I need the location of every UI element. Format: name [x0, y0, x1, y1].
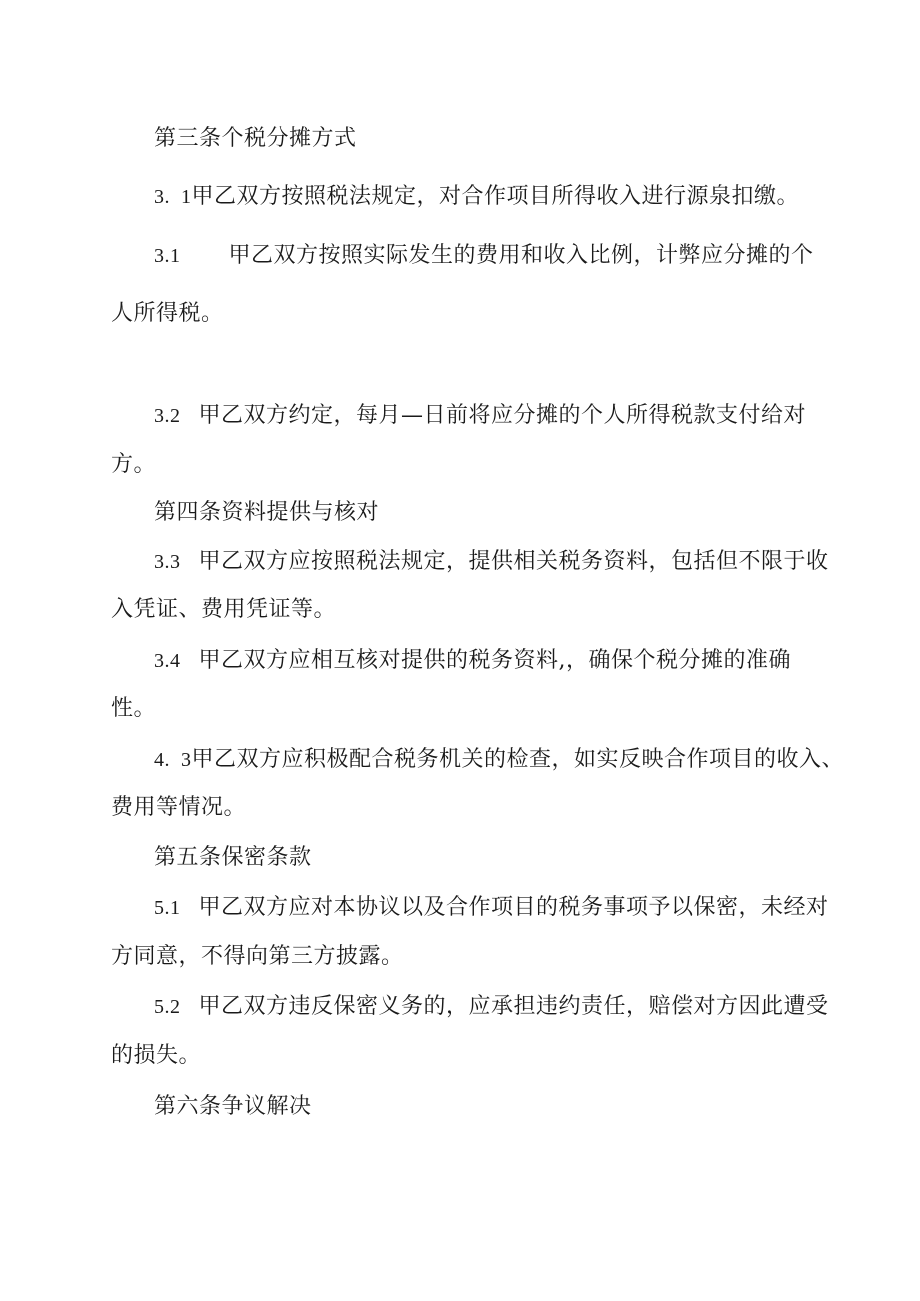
clause-3-1-second-cont	[111, 300, 224, 328]
clause-4-3	[154, 746, 844, 774]
line-text: 甲乙双方应对本协议以及合作项目的税务事项予以保密，未经对	[198, 895, 829, 920]
clause-number: 5.1	[154, 897, 181, 919]
clause-4-3-cont	[111, 794, 246, 822]
line-text: 费用等情况。	[111, 795, 247, 820]
clause-5-1	[154, 894, 829, 922]
clause-3-2	[154, 402, 806, 430]
clause-number: 4. 3	[154, 749, 192, 771]
line-text: 入凭证、费用凭证等。	[111, 597, 337, 622]
line-text: 第五条保密条款	[154, 845, 312, 870]
clause-number: 3.2	[154, 405, 181, 427]
line-text: 的损失。	[111, 1043, 202, 1068]
clause-3-2-cont	[111, 451, 156, 479]
clause-3-3	[154, 548, 829, 576]
article-5-heading	[154, 844, 312, 872]
clause-3-1-first	[154, 183, 799, 211]
clause-number: 3. 1	[154, 186, 192, 208]
line-text: 甲乙双方应按照税法规定，提供相关税务资料，包括但不限于收	[198, 549, 829, 574]
clause-3-4-cont	[111, 695, 156, 723]
line-text: 第四条资料提供与核对	[154, 500, 380, 525]
line-text: 方。	[111, 452, 157, 477]
clause-5-2-cont	[111, 1042, 201, 1070]
line-text: 甲乙双方约定，每月—日前将应分摊的个人所得税款支付给对	[198, 403, 807, 428]
article-3-heading	[154, 125, 357, 153]
article-4-heading	[154, 499, 379, 527]
clause-number: 3.3	[154, 551, 181, 573]
line-text: 甲乙双方违反保密义务的，应承担违约责任，赔偿对方因此遭受	[198, 994, 829, 1019]
line-text: 甲乙双方按照实际发生的费用和收入比例，计弊应分摊的个	[228, 243, 814, 268]
line-text: 甲乙双方应积极配合税务机关的检查，如实反映合作项目的收入、	[191, 747, 845, 772]
line-text: 甲乙双方应相互核对提供的税务资料,，确保个税分摊的准确	[198, 648, 791, 673]
line-text: 甲乙双方按照税法规定，对合作项目所得收入进行源泉扣缴。	[191, 184, 800, 209]
clause-5-2	[154, 993, 829, 1021]
clause-number: 5.2	[154, 996, 181, 1018]
clause-number: 3.4	[154, 650, 181, 672]
clause-number: 3.1	[154, 245, 181, 267]
line-text: 方同意，不得向第三方披露。	[111, 944, 404, 969]
clause-3-4	[154, 647, 791, 675]
line-text: 第三条个税分摊方式	[154, 126, 357, 151]
article-6-heading	[154, 1093, 312, 1121]
clause-3-3-cont	[111, 596, 336, 624]
clause-5-1-cont	[111, 943, 404, 971]
line-text: 性。	[111, 696, 157, 721]
clause-3-1-second	[154, 242, 814, 270]
line-text: 人所得税。	[111, 301, 224, 326]
line-text: 第六条争议解决	[154, 1094, 312, 1119]
